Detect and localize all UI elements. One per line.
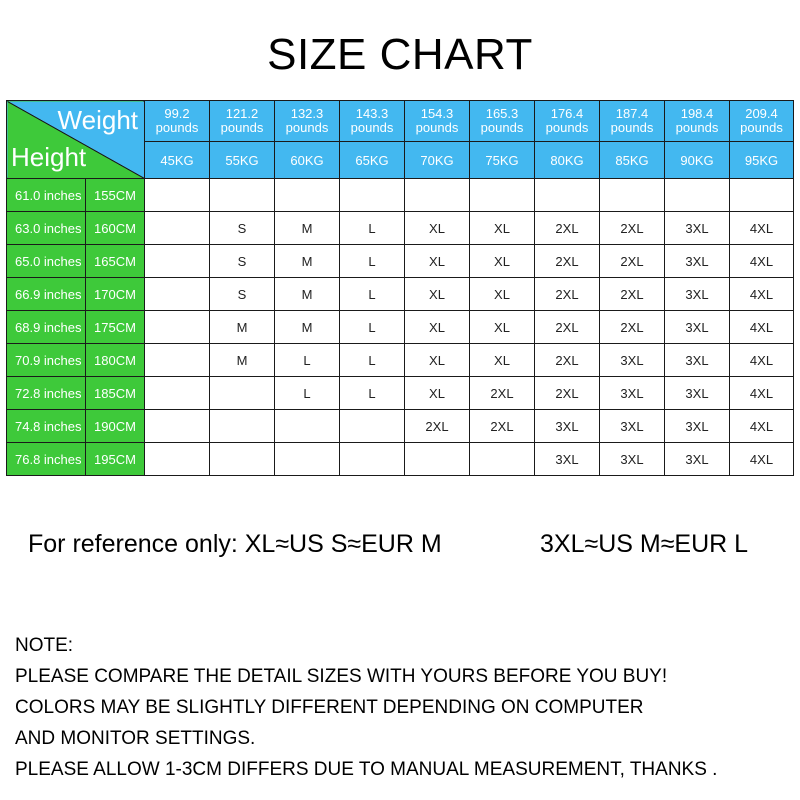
table-row — [7, 311, 794, 344]
size-cell: 3XL — [600, 344, 665, 377]
size-cell: 2XL — [535, 278, 600, 311]
height-cm-cell: 180CM — [86, 344, 145, 377]
size-cell — [145, 278, 210, 311]
size-cell — [275, 410, 340, 443]
height-inches-cell: 74.8 inches — [7, 410, 86, 443]
pounds-value: 143.3 — [355, 106, 389, 121]
weight-pounds-header — [275, 101, 340, 142]
pounds-value: 209.4 — [745, 106, 778, 121]
table-row — [7, 179, 794, 212]
size-cell: 4XL — [730, 344, 794, 377]
size-cell: 4XL — [730, 410, 794, 443]
size-cell: XL — [470, 344, 535, 377]
table-row — [7, 377, 794, 410]
size-cell: L — [340, 278, 405, 311]
size-cell: L — [275, 344, 340, 377]
weight-kg-header: 45KG — [145, 142, 210, 179]
weight-pounds-header — [600, 101, 665, 142]
size-cell: 2XL — [600, 278, 665, 311]
pounds-unit: pounds — [220, 120, 264, 135]
height-cm-cell: 185CM — [86, 377, 145, 410]
size-cell: L — [340, 212, 405, 245]
note-line: COLORS MAY BE SLIGHTLY DIFFERENT DEPENDING ON COMPUTER — [15, 697, 644, 718]
size-cell: XL — [405, 311, 470, 344]
table-row — [7, 410, 794, 443]
table-row — [7, 212, 794, 245]
size-cell: 2XL — [535, 377, 600, 410]
size-cell: 4XL — [730, 278, 794, 311]
weight-pounds-header — [535, 101, 600, 142]
size-cell: M — [275, 212, 340, 245]
height-cm-cell: 155CM — [86, 179, 145, 212]
weight-kg-header: 80KG — [535, 142, 600, 179]
size-cell: 3XL — [600, 410, 665, 443]
weight-kg-header: 85KG — [600, 142, 665, 179]
size-cell — [210, 179, 275, 212]
size-cell: 2XL — [535, 245, 600, 278]
pounds-value: 187.4 — [615, 106, 649, 121]
size-cell: 3XL — [665, 410, 730, 443]
size-cell — [145, 443, 210, 476]
pounds-value: 121.2 — [225, 106, 259, 121]
size-cell: XL — [405, 344, 470, 377]
size-cell — [145, 245, 210, 278]
weight-pounds-header — [470, 101, 535, 142]
weight-kg-header: 60KG — [275, 142, 340, 179]
note-line: NOTE: — [15, 635, 74, 656]
size-cell: 2XL — [470, 377, 535, 410]
reference-line — [28, 530, 788, 559]
size-cell: 2XL — [535, 212, 600, 245]
size-cell: XL — [405, 245, 470, 278]
height-cm-cell: 165CM — [86, 245, 145, 278]
size-cell: 3XL — [535, 443, 600, 476]
weight-kg-header: 70KG — [405, 142, 470, 179]
height-inches-cell: 61.0 inches — [7, 179, 86, 212]
weight-label: Weight — [57, 105, 138, 135]
height-inches-cell: 66.9 inches — [7, 278, 86, 311]
pounds-unit: pounds — [675, 120, 719, 135]
size-cell: 3XL — [665, 212, 730, 245]
size-cell: 2XL — [535, 344, 600, 377]
pounds-unit: pounds — [545, 120, 589, 135]
size-cell: 3XL — [535, 410, 600, 443]
size-cell — [730, 179, 794, 212]
size-cell: 4XL — [730, 311, 794, 344]
size-cell — [405, 179, 470, 212]
weight-pounds-header — [340, 101, 405, 142]
size-cell — [145, 311, 210, 344]
height-cm-cell: 190CM — [86, 410, 145, 443]
size-cell: L — [340, 344, 405, 377]
note-line: PLEASE ALLOW 1-3CM DIFFERS DUE TO MANUAL MEASUREMENT, THANKS . — [15, 759, 718, 780]
height-inches-cell: 72.8 inches — [7, 377, 86, 410]
size-cell — [665, 179, 730, 212]
size-cell — [145, 410, 210, 443]
height-cm-cell: 170CM — [86, 278, 145, 311]
size-cell — [600, 179, 665, 212]
size-cell: XL — [470, 212, 535, 245]
pounds-value: 99.2 — [164, 106, 190, 121]
reference-right: 3XL≈US M≈EUR L — [540, 530, 749, 558]
size-cell: XL — [405, 212, 470, 245]
size-cell: 3XL — [665, 344, 730, 377]
weight-kg-header: 65KG — [340, 142, 405, 179]
size-cell: M — [275, 311, 340, 344]
weight-kg-header: 90KG — [665, 142, 730, 179]
size-cell: XL — [470, 245, 535, 278]
pounds-value: 154.3 — [420, 106, 454, 121]
size-cell: 2XL — [535, 311, 600, 344]
pounds-unit: pounds — [285, 120, 329, 135]
size-cell — [145, 212, 210, 245]
size-cell: S — [210, 278, 275, 311]
table-row — [7, 443, 794, 476]
pounds-unit: pounds — [415, 120, 459, 135]
weight-pounds-header — [665, 101, 730, 142]
size-table-body — [7, 179, 794, 476]
height-inches-cell: 76.8 inches — [7, 443, 86, 476]
weight-pounds-header — [210, 101, 275, 142]
size-cell: L — [340, 311, 405, 344]
size-cell: 3XL — [665, 311, 730, 344]
size-cell: XL — [470, 278, 535, 311]
size-cell — [145, 377, 210, 410]
size-chart-table — [6, 100, 794, 476]
height-inches-cell: 68.9 inches — [7, 311, 86, 344]
pounds-unit: pounds — [350, 120, 394, 135]
size-cell: 2XL — [405, 410, 470, 443]
height-cm-cell: 195CM — [86, 443, 145, 476]
size-cell — [275, 443, 340, 476]
height-cm-cell: 175CM — [86, 311, 145, 344]
note-line: PLEASE COMPARE THE DETAIL SIZES WITH YOURS BEFORE YOU BUY! — [15, 666, 668, 687]
size-cell — [340, 179, 405, 212]
size-cell: XL — [405, 278, 470, 311]
height-inches-cell: 65.0 inches — [7, 245, 86, 278]
pounds-value: 176.4 — [550, 106, 584, 121]
size-cell — [145, 179, 210, 212]
size-cell: M — [275, 278, 340, 311]
size-cell: L — [275, 377, 340, 410]
size-cell — [210, 377, 275, 410]
size-cell — [405, 443, 470, 476]
pounds-value: 165.3 — [485, 106, 519, 121]
size-cell: XL — [470, 311, 535, 344]
size-cell: S — [210, 212, 275, 245]
size-cell: 4XL — [730, 443, 794, 476]
size-cell — [210, 410, 275, 443]
size-cell: 3XL — [665, 443, 730, 476]
height-inches-cell: 63.0 inches — [7, 212, 86, 245]
pounds-unit: pounds — [740, 120, 783, 135]
size-cell: 3XL — [600, 377, 665, 410]
table-row — [7, 344, 794, 377]
size-cell — [470, 179, 535, 212]
pounds-unit: pounds — [480, 120, 524, 135]
header-corner — [7, 101, 145, 179]
pounds-unit: pounds — [155, 120, 199, 135]
size-cell — [275, 179, 340, 212]
size-cell: 4XL — [730, 245, 794, 278]
reference-left: For reference only: XL≈US S≈EUR M — [28, 530, 442, 558]
size-cell — [535, 179, 600, 212]
size-cell: L — [340, 377, 405, 410]
weight-kg-header: 75KG — [470, 142, 535, 179]
size-cell: L — [340, 245, 405, 278]
weight-kg-header: 95KG — [730, 142, 794, 179]
note-block — [15, 630, 795, 785]
pounds-value: 132.3 — [290, 106, 324, 121]
note-line: AND MONITOR SETTINGS. — [15, 728, 256, 749]
size-cell — [340, 443, 405, 476]
height-cm-cell: 160CM — [86, 212, 145, 245]
size-cell: 2XL — [470, 410, 535, 443]
size-cell: 2XL — [600, 311, 665, 344]
page-title: SIZE CHART — [267, 30, 533, 79]
table-row — [7, 245, 794, 278]
size-cell: 4XL — [730, 377, 794, 410]
size-cell: 2XL — [600, 245, 665, 278]
weight-pounds-header — [145, 101, 210, 142]
size-cell: M — [275, 245, 340, 278]
size-cell: 4XL — [730, 212, 794, 245]
weight-pounds-header — [730, 101, 794, 142]
height-label: Height — [11, 142, 87, 172]
size-cell: 3XL — [665, 245, 730, 278]
size-cell — [145, 344, 210, 377]
size-cell: S — [210, 245, 275, 278]
size-cell: 2XL — [600, 212, 665, 245]
size-cell: 3XL — [665, 278, 730, 311]
pounds-unit: pounds — [610, 120, 654, 135]
size-cell: 3XL — [665, 377, 730, 410]
size-cell: 3XL — [600, 443, 665, 476]
table-row — [7, 278, 794, 311]
weight-pounds-header — [405, 101, 470, 142]
weight-kg-header: 55KG — [210, 142, 275, 179]
size-cell: XL — [405, 377, 470, 410]
weight-lbs-row — [7, 101, 794, 142]
size-cell: M — [210, 344, 275, 377]
size-cell — [340, 410, 405, 443]
height-inches-cell: 70.9 inches — [7, 344, 86, 377]
size-cell — [210, 443, 275, 476]
size-cell — [470, 443, 535, 476]
pounds-value: 198.4 — [680, 106, 714, 121]
size-cell: M — [210, 311, 275, 344]
